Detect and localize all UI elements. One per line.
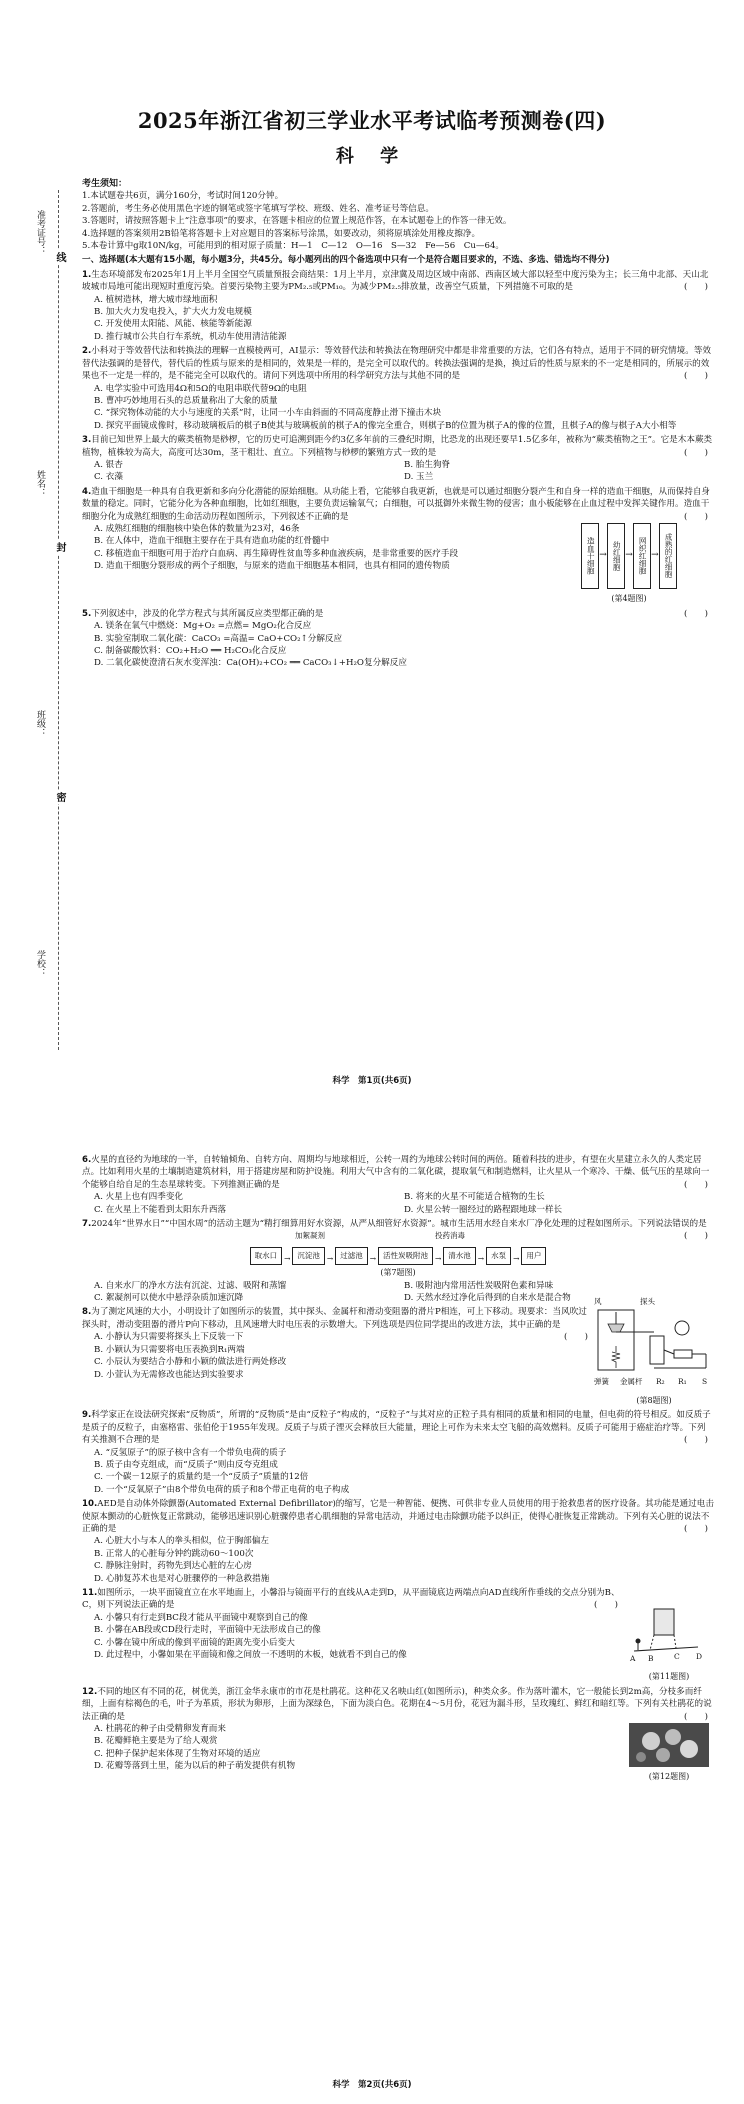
option-c: C. 移植造血干细胞可用于治疗白血病、再生障碍性贫血等多种血液疾病，是非常重要的医疗手段 xyxy=(94,548,459,559)
option-d: D. 天然水经过净化后得到的自来水是混合物 xyxy=(404,1293,571,1304)
question-stem: 不同的地区有不同的花，树优美，浙江金华永康市的市花是杜鹃花。这种花又名映山红(如图所示)，种类众多。作为落叶灌木，它一般能长到2m高，分枝多而纤细，上面有棕褐色的毛，叶子为革质，形状为卵形，上面为深绿色，下面为淡白色。花期在4～5月份，花冠为漏斗形，呈玫瑰红、鲜红和暗红等。下列有关杜鹃花的说法正确的是 xyxy=(82,1686,712,1722)
option-c: C. “探究物体动能的大小与速度的关系”时，让同一小车由斜面的不同高度静止滑下撞击木块 xyxy=(94,408,442,419)
flow-step: 取水口 xyxy=(250,1247,283,1265)
option-a: A. 火星上也有四季变化 xyxy=(94,1192,184,1203)
notice-item: 2.答题前，考生务必使用黑色字迹的钢笔或签字笔填写学校、班级、姓名、准考证号等信息。 xyxy=(82,203,434,214)
flow-step: 沉淀池 xyxy=(292,1247,325,1265)
question-stem: AED是自动体外除颤器(Automated External Defibrillator)的缩写，它是一种智能、便携、可供非专业人员使用的用于抢救患者的医疗设备。其功能是通过电击使原本颤动的心脏恢复正常跳动，能够迅速识别心脏骤停患者心肌细胞的异常电活动，并通过电击除颤功能予以纠正，使得心脏恢复正常跳动。下列有关心脏的说法不正确的是 xyxy=(82,1499,714,1534)
figure-11 xyxy=(624,1587,714,1684)
binding-margin xyxy=(28,190,72,1050)
figure-caption: (第8题图) xyxy=(636,1395,672,1405)
question-number: 7. xyxy=(82,1219,92,1230)
section-heading-choice: 一、选择题(本大题有15小题，每小题3分，共45分。每小题列出的四个备选项中只有一个是符合题目要求的，不选、多选、错选均不得分) xyxy=(82,255,610,266)
figure-8-diagram xyxy=(594,1306,714,1376)
flow-step: 活性炭吸附池 xyxy=(378,1247,433,1265)
figure-4 xyxy=(544,523,714,606)
option-c: C. 开发使用太阳能、风能、核能等新能源 xyxy=(94,319,252,330)
arrow-icon: → xyxy=(369,1253,376,1263)
option-b: B. 小颖认为只需要将电压表换到R₁两端 xyxy=(94,1344,245,1355)
question-stem: 为了测定风速的大小，小明设计了如图所示的装置，其中探头、金属杆和滑动变阻器的滑片P相连，可上下移动。现要求：当风吹过探头时，滑动变阻器的滑片P向下移动，且风速增大时电压表的示数增大。下列选项是四位同学提出的改进方法，其中正确的是 xyxy=(82,1307,587,1330)
answer-blank: ( ) xyxy=(594,1600,618,1611)
option-a: A. 小静认为只需要将探头上下反装一下 xyxy=(94,1332,244,1343)
arrow-icon: → xyxy=(513,1253,520,1263)
option-b: B. 加大火力发电投入，扩大火力发电规模 xyxy=(94,307,252,318)
figure-caption: (第12题图) xyxy=(648,1772,690,1782)
answer-blank: ( ) xyxy=(564,1332,588,1343)
option-b: B. 将来的火星不可能适合植物的生长 xyxy=(404,1192,545,1203)
binding-label-school: 学校： xyxy=(35,950,45,977)
binding-label-name: 姓名： xyxy=(35,470,45,497)
flow-step: 过滤池 xyxy=(335,1247,368,1265)
question-number: 1. xyxy=(82,269,92,280)
notice-heading: 考生须知： xyxy=(82,179,128,189)
figure-8-label: R₁ xyxy=(678,1377,687,1387)
question-10 xyxy=(82,1498,714,1585)
question-stem: 如图所示，一块平面镜直立在水平地面上，小馨沿与镜面平行的直线从A走到D，从平面镜底边两端点向AD直线所作垂线的交点分别为B、C，则下列说法正确的是 xyxy=(82,1587,620,1611)
figure-11-diagram xyxy=(624,1607,704,1657)
option-a: A. 杜鹃花的种子由受精卵发育而来 xyxy=(94,1724,226,1734)
question-stem: 小科对于等效替代法和转换法的理解一直模棱两可，AI显示：等效替代法和转换法在物理研究中都是非常重要的方法，它们各有特点，适用于不同的研究情境。等效替代法强调的是替代，替代后的性质与原来的是相同的，效果是一样的，是完全可以取代的。转换法强调的是换，换过后的性质与原来的不一定是相同的，所展示的效果也不一定是一样的，是不能完全可以取代的。请问下列选项中所用的科学研究方法与其他不同的是 xyxy=(82,346,712,382)
figure-8-label: 弹簧 xyxy=(594,1377,609,1387)
question-5 xyxy=(82,608,714,670)
question-9 xyxy=(82,1409,714,1496)
figure-8 xyxy=(594,1297,714,1407)
options-grid xyxy=(82,1191,714,1216)
option-d: D. 火星公转一圈经过的路程跟地球一样长 xyxy=(404,1204,563,1215)
arrow-icon: → xyxy=(284,1253,291,1263)
figure-caption: (第7题图) xyxy=(380,1268,416,1278)
question-stem: 生态环境部发布2025年1月上半月全国空气质量预报会商结果：1月上半月，京津冀及周边区域中南部、西南区域大部以轻至中度污染为主；长三角中北部、天山北坡城市局地可能出现短时重度污染。首要污染物主要为PM₂.₅或PM₁₀。为减少PM₂.₅排放量，改善空气质量，下列措施不可取的是 xyxy=(82,269,709,293)
figure-4-box: 幼红细胞 xyxy=(607,523,625,589)
option-b: B. 正常人的心脏每分钟约跳动60～100次 xyxy=(94,1548,254,1559)
option-d: D. 推行城市公共自行车系统，机动车使用清洁能源 xyxy=(94,331,287,342)
question-stem: 下列叙述中，涉及的化学方程式与其所属反应类型都正确的是 xyxy=(91,608,324,619)
question-stem: 目前已知世界上最大的蕨类植物是桫椤，它的历史可追溯到距今约3亿多年前的三叠纪时期，比恐龙的出现还要早1.5亿多年，被称为“蕨类植物之王”。它是木本蕨类植物，植株较为高大，高度可达30m，茎干粗壮、直立。下列植物与桫椤的繁殖方式一致的是 xyxy=(82,435,713,458)
answer-blank: ( ) xyxy=(684,1179,708,1190)
question-number: 5. xyxy=(82,608,92,619)
answer-blank: ( ) xyxy=(684,371,708,382)
figure-11-label: D xyxy=(696,1652,703,1662)
option-b: B. 小馨在AB段或CD段行走时，平面镜中无法形成自己的像 xyxy=(94,1625,321,1636)
exam-title: 2025年浙江省初三学业水平考试临考预测卷(四) xyxy=(137,108,607,133)
option-c: C. 静脉注射时，药物先到达心脏的左心房 xyxy=(94,1561,252,1572)
option-d: D. 小萱认为无需修改也能达到实验要求 xyxy=(94,1369,244,1380)
arrow-icon: → xyxy=(625,549,633,560)
option-a: A. 心脏大小与本人的拳头相似，位于胸部偏左 xyxy=(94,1536,269,1547)
binding-dashed-line xyxy=(58,190,59,1050)
question-1 xyxy=(82,269,714,343)
figure-12 xyxy=(624,1723,714,1784)
option-a: A. 植树造林，增大城市绿地面积 xyxy=(94,294,218,305)
option-c: C. 制备碳酸饮料：CO₂+H₂O ══ H₂CO₃化合反应 xyxy=(94,646,287,656)
option-d: D. 二氧化碳使澄清石灰水变浑浊：Ca(OH)₂+CO₂ ══ CaCO₃↓+H₂O复分解反应 xyxy=(94,658,407,669)
answer-blank: ( ) xyxy=(684,511,708,522)
option-b: B. 质子由夸克组成，而“反质子”则由反夸克组成 xyxy=(94,1459,278,1470)
page-1-content xyxy=(82,178,714,670)
option-b: B. 吸附池内常用活性炭吸附色素和异味 xyxy=(404,1280,554,1291)
page-2-content xyxy=(82,1152,714,1784)
figure-8-label: 探头 xyxy=(640,1297,655,1307)
page-footer: 科学 第1页(共6页) xyxy=(332,1076,412,1086)
question-number: 6. xyxy=(82,1155,92,1165)
question-stem: 科学家正在设法研究探索“反物质”，所谓的“反物质”是由“反粒子”构成的，“反粒子”与其对应的正粒子具有相同的质量和相同的电量，但电荷的符号相反。如反质子是质子的反粒子，由塞格雷、张伯伦于1955年发现。反质子与质子湮灭会释放巨大能量，理论上可作为未来太空飞船的高效燃料。反质子可能用于癌症治疗等。下列有关推测不合理的是 xyxy=(82,1410,711,1446)
binding-mark-seal: 封 xyxy=(54,542,65,552)
question-stem: 造血干细胞是一种具有自我更新和多向分化潜能的原始细胞。从功能上看，它能够自我更新，也就是可以通过细胞分裂产生和自身一样的造血干细胞，从而保持自身数量的稳定。同时，它能分化为各种血细胞，比如红细胞，主要负责运输氧气；白细胞，可以抵御外来微生物的侵害；血小板能够在止血过程中发挥关键作用。造血干细胞分化为成熟红细胞的生命活动历程如图所示，下列叙述不正确的是 xyxy=(82,486,711,522)
azalea-photo-icon xyxy=(629,1723,709,1767)
question-3 xyxy=(82,434,714,484)
page-footer: 科学 第2页(共6页) xyxy=(332,2080,412,2090)
option-d: D. 一个“反氧原子”由8个带负电荷的质子和8个带正电荷的电子构成 xyxy=(94,1484,350,1495)
option-a: A. 电学实验中可选用4Ω和5Ω的电阻串联代替9Ω的电阻 xyxy=(94,383,307,394)
option-b: B. 花瓣鲜艳主要是为了给人观赏 xyxy=(94,1736,218,1747)
figure-7-top-label: 投药消毒 xyxy=(435,1231,465,1241)
option-c: C. 絮凝剂可以使水中悬浮杂质加速沉降 xyxy=(94,1293,244,1304)
notice-item: 4.选择题的答案须用2B铅笔将答题卡上对应题目的答案标号涂黑，如要改动，须将原填涂处用橡皮擦净。 xyxy=(82,228,481,239)
answer-blank: ( ) xyxy=(684,1523,708,1534)
question-stem: 2024年“世界水日”“中国水周”的活动主题为“精打细算用好水资源，从严从细管好水资源”。城市生活用水经自来水厂净化处理的过程如图所示。下列说法错误的是 xyxy=(91,1219,707,1230)
answer-blank: ( ) xyxy=(684,1435,708,1446)
answer-blank: ( ) xyxy=(684,447,708,458)
binding-label-class: 班级： xyxy=(35,710,45,737)
option-a: A. 成熟红细胞的细胞核中染色体的数量为23对，46条 xyxy=(94,523,300,534)
option-c: C. 小馨在镜中所成的像到平面镜的距离先变小后变大 xyxy=(94,1637,295,1648)
options-grid xyxy=(82,459,714,484)
question-number: 12. xyxy=(82,1686,98,1697)
answer-blank: ( ) xyxy=(684,282,708,293)
question-number: 3. xyxy=(82,435,92,446)
question-stem: 火星的直径约为地球的一半，自转轴倾角、自转方向、周期均与地球相近，公转一周约为地球公转时间的两倍。随着科技的进步，有望在火星建立永久的人类定居点。比如利用火星的土壤制造建筑材料，用于搭建房屋和防护设施。利用大气中含有的二氧化碳，提取氧气和制造燃料，让火星从一个寒冷、干燥、低气压的星球向一个能够自给自足的生态星球转变。下列推测正确的是 xyxy=(82,1155,710,1190)
question-number: 10. xyxy=(82,1499,98,1510)
arrow-icon: → xyxy=(599,549,607,560)
binding-label-exam-id: 准考证号： xyxy=(35,210,45,255)
answer-blank: ( ) xyxy=(684,1711,708,1722)
option-d: D. 心肺复苏术也是对心脏骤停的一种急救措施 xyxy=(94,1573,270,1584)
figure-8-label: R₂ xyxy=(656,1377,665,1387)
flow-step: 用户 xyxy=(521,1247,546,1265)
page-2 xyxy=(0,1134,744,2104)
arrow-icon: → xyxy=(651,549,659,560)
figure-11-label: A xyxy=(630,1654,636,1664)
option-d: D. 此过程中，小馨如果在平面镜和像之间放一不透明的木板，她就看不到自己的像 xyxy=(94,1650,407,1660)
exam-notice xyxy=(82,178,714,252)
question-11 xyxy=(82,1587,714,1684)
question-number: 4. xyxy=(82,486,92,497)
figure-8-label: 风 xyxy=(594,1297,602,1307)
figure-4-box: 成熟的红细胞 xyxy=(659,523,677,589)
option-a: A. 自来水厂的净水方法有沉淀、过滤、吸附和蒸馏 xyxy=(94,1280,287,1291)
figure-4-box: 网织红细胞 xyxy=(633,523,651,589)
option-c: C. 在火星上不能看到太阳东升西落 xyxy=(94,1204,227,1215)
figure-caption: (第11题图) xyxy=(648,1672,690,1682)
binding-mark-line: 线 xyxy=(54,252,65,262)
notice-item: 3.答题时，请按照答题卡上“注意事项”的要求，在答题卡相应的位置上规范作答，在本试题卷上的作答一律无效。 xyxy=(82,216,512,227)
option-a: A. 银杏 xyxy=(94,459,123,470)
figure-11-label: B xyxy=(648,1654,654,1664)
subject-title: 科 学 xyxy=(335,146,409,167)
arrow-icon: → xyxy=(435,1253,442,1263)
question-number: 2. xyxy=(82,346,92,357)
question-12 xyxy=(82,1686,714,1784)
question-2 xyxy=(82,345,714,432)
page-gap xyxy=(0,1100,744,1134)
notice-item: 5.本卷计算中g取10N/kg，可能用到的相对原子质量：H—1 C—12 O—16 S—32 Fe—56 Cu—64。 xyxy=(82,241,505,252)
option-b: B. 实验室制取二氧化碳：CaCO₃ =高温= CaO+CO₂↑分解反应 xyxy=(94,633,343,644)
question-number: 9. xyxy=(82,1410,92,1421)
question-6 xyxy=(82,1154,714,1216)
option-b: B. 曹冲巧妙地用石头的总质量称出了大象的质量 xyxy=(94,395,278,406)
flow-step: 清水池 xyxy=(443,1247,476,1265)
figure-8-label: S xyxy=(702,1377,708,1387)
option-b: B. 胎生狗脊 xyxy=(404,459,451,470)
option-c: C. 一个碳－12原子的质量约是一个“反质子”质量的12倍 xyxy=(94,1472,309,1483)
option-a: A. “反氢原子”的原子核中含有一个带负电荷的质子 xyxy=(94,1447,287,1458)
answer-blank: ( ) xyxy=(684,608,708,619)
option-c: C. 把种子保护起来体现了生物对环境的适应 xyxy=(94,1748,261,1759)
question-number: 8. xyxy=(82,1307,92,1318)
figure-7 xyxy=(82,1230,714,1279)
question-7 xyxy=(82,1218,714,1304)
option-b: B. 在人体中，造血干细胞主要存在于具有造血功能的红骨髓中 xyxy=(94,536,330,547)
figure-4-box: 造血干细胞 xyxy=(581,523,599,589)
options-grid xyxy=(82,1280,714,1305)
figure-7-top-label: 加絮凝剂 xyxy=(295,1231,325,1241)
arrow-icon: → xyxy=(477,1253,485,1263)
option-d: D. 花瓣等落到土里，能为以后的种子萌发提供有机物 xyxy=(94,1761,296,1772)
option-d: D. 玉兰 xyxy=(404,472,434,483)
option-d: D. 造血干细胞分裂形成的两个子细胞，与原来的造血干细胞基本相同，也具有相同的遗传物质 xyxy=(94,561,450,572)
option-a: A. 小馨只有行走到BC段才能从平面镜中观察到自己的像 xyxy=(94,1612,308,1623)
answer-blank: ( ) xyxy=(684,1231,708,1242)
option-c: C. 小辰认为要结合小静和小颖的做法进行两处修改 xyxy=(94,1357,287,1368)
flow-step: 水泵 xyxy=(486,1247,511,1265)
question-number: 11. xyxy=(82,1587,98,1598)
figure-11-label: C xyxy=(674,1652,680,1662)
figure-8-label: 金属杆 xyxy=(620,1377,643,1387)
option-c: C. 衣藻 xyxy=(94,472,123,483)
notice-item: 1.本试题卷共6页，满分160分，考试时间120分钟。 xyxy=(82,191,284,202)
option-d: D. 探究平面镜成像时，移动玻璃板后的棋子B使其与玻璃板前的棋子A的像完全重合，则棋子B的位置为棋子A的像的位置，且棋子A的像与棋子A大小相等 xyxy=(94,420,677,431)
question-4 xyxy=(82,486,714,606)
figure-caption: (第4题图) xyxy=(611,594,647,604)
binding-mark-secret: 密 xyxy=(54,792,65,802)
arrow-icon: → xyxy=(326,1253,334,1263)
option-a: A. 镁条在氧气中燃烧：Mg+O₂ =点燃= MgO₂化合反应 xyxy=(94,621,312,632)
